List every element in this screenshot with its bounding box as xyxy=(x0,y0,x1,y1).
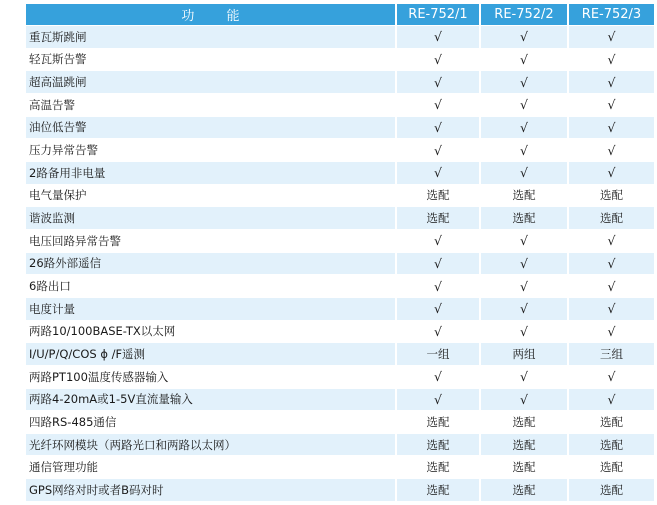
model-3-support-cell: √ xyxy=(569,275,654,298)
table-row xyxy=(26,253,654,276)
model-1-support-cell: √ xyxy=(397,117,481,140)
header-model-1: RE-752/1 xyxy=(397,4,481,26)
table-row xyxy=(26,343,654,366)
model-1-support-cell: 选配 xyxy=(397,411,481,434)
model-3-support-cell: √ xyxy=(569,49,654,72)
model-1-support-cell: 选配 xyxy=(397,185,481,208)
model-3-support-cell: 选配 xyxy=(569,411,654,434)
table-row xyxy=(26,162,654,185)
model-3-support-cell: 选配 xyxy=(569,479,654,502)
model-1-support-cell: √ xyxy=(397,94,481,117)
model-3-support-cell: √ xyxy=(569,253,654,276)
model-2-support-cell: 两组 xyxy=(481,343,569,366)
model-2-support-cell: √ xyxy=(481,230,569,253)
model-3-support-cell: √ xyxy=(569,321,654,344)
table-row xyxy=(26,321,654,344)
model-1-support-cell: √ xyxy=(397,321,481,344)
model-3-support-cell: 选配 xyxy=(569,456,654,479)
header-function: 功 能 xyxy=(26,4,397,26)
model-2-support-cell: √ xyxy=(481,49,569,72)
feature-name-cell: 油位低告警 xyxy=(26,117,397,140)
table-row xyxy=(26,434,654,457)
table-row xyxy=(26,411,654,434)
table-row xyxy=(26,479,654,502)
model-2-support-cell: √ xyxy=(481,94,569,117)
table-row xyxy=(26,230,654,253)
table-row xyxy=(26,185,654,208)
model-2-support-cell: 选配 xyxy=(481,207,569,230)
model-3-support-cell: √ xyxy=(569,162,654,185)
table-header xyxy=(26,4,654,26)
model-3-support-cell: 选配 xyxy=(569,434,654,457)
model-1-support-cell: 选配 xyxy=(397,207,481,230)
feature-name-cell: 光纤环网模块（两路光口和两路以太网） xyxy=(26,434,397,457)
table-row xyxy=(26,139,654,162)
model-3-support-cell: √ xyxy=(569,298,654,321)
table-row xyxy=(26,456,654,479)
model-2-support-cell: 选配 xyxy=(481,185,569,208)
table-body xyxy=(26,26,654,502)
feature-name-cell: 电压回路异常告警 xyxy=(26,230,397,253)
model-2-support-cell: √ xyxy=(481,117,569,140)
feature-name-cell: 电气量保护 xyxy=(26,185,397,208)
table-row xyxy=(26,275,654,298)
model-1-support-cell: 一组 xyxy=(397,343,481,366)
model-2-support-cell: √ xyxy=(481,298,569,321)
model-2-support-cell: √ xyxy=(481,275,569,298)
model-2-support-cell: √ xyxy=(481,321,569,344)
model-1-support-cell: √ xyxy=(397,275,481,298)
feature-name-cell: 两路PT100温度传感器输入 xyxy=(26,366,397,389)
feature-name-cell: 电度计量 xyxy=(26,298,397,321)
model-2-support-cell: 选配 xyxy=(481,479,569,502)
model-3-support-cell: √ xyxy=(569,139,654,162)
model-1-support-cell: √ xyxy=(397,71,481,94)
feature-name-cell: 压力异常告警 xyxy=(26,139,397,162)
table-row xyxy=(26,26,654,49)
model-3-support-cell: √ xyxy=(569,94,654,117)
feature-name-cell: 两路4-20mA或1-5V直流量输入 xyxy=(26,389,397,412)
table-row xyxy=(26,298,654,321)
feature-name-cell: GPS网络对时或者B码对时 xyxy=(26,479,397,502)
model-3-support-cell: 选配 xyxy=(569,185,654,208)
model-1-support-cell: √ xyxy=(397,230,481,253)
model-1-support-cell: √ xyxy=(397,298,481,321)
model-2-support-cell: 选配 xyxy=(481,434,569,457)
model-2-support-cell: √ xyxy=(481,162,569,185)
feature-name-cell: 轻瓦斯告警 xyxy=(26,49,397,72)
model-2-support-cell: 选配 xyxy=(481,411,569,434)
model-1-support-cell: √ xyxy=(397,366,481,389)
header-model-2: RE-752/2 xyxy=(481,4,569,26)
model-1-support-cell: √ xyxy=(397,49,481,72)
table-row xyxy=(26,94,654,117)
model-2-support-cell: √ xyxy=(481,366,569,389)
feature-name-cell: 谐波监测 xyxy=(26,207,397,230)
feature-name-cell: 6路出口 xyxy=(26,275,397,298)
model-2-support-cell: √ xyxy=(481,71,569,94)
model-2-support-cell: √ xyxy=(481,139,569,162)
model-1-support-cell: √ xyxy=(397,26,481,49)
feature-name-cell: 通信管理功能 xyxy=(26,456,397,479)
feature-name-cell: 重瓦斯跳闸 xyxy=(26,26,397,49)
model-1-support-cell: √ xyxy=(397,389,481,412)
feature-name-cell: 四路RS-485通信 xyxy=(26,411,397,434)
header-model-3: RE-752/3 xyxy=(569,4,654,26)
table-row xyxy=(26,389,654,412)
model-3-support-cell: √ xyxy=(569,26,654,49)
model-3-support-cell: 三组 xyxy=(569,343,654,366)
model-3-support-cell: √ xyxy=(569,71,654,94)
table-row xyxy=(26,117,654,140)
feature-name-cell: 26路外部遥信 xyxy=(26,253,397,276)
model-1-support-cell: 选配 xyxy=(397,479,481,502)
model-2-support-cell: √ xyxy=(481,253,569,276)
feature-name-cell: 高温告警 xyxy=(26,94,397,117)
model-2-support-cell: 选配 xyxy=(481,456,569,479)
model-2-support-cell: √ xyxy=(481,389,569,412)
model-1-support-cell: 选配 xyxy=(397,434,481,457)
feature-name-cell: 超高温跳闸 xyxy=(26,71,397,94)
table-row xyxy=(26,207,654,230)
model-1-support-cell: √ xyxy=(397,253,481,276)
feature-table xyxy=(26,4,654,502)
model-3-support-cell: √ xyxy=(569,117,654,140)
table-row xyxy=(26,49,654,72)
model-2-support-cell: √ xyxy=(481,26,569,49)
feature-name-cell: 2路备用非电量 xyxy=(26,162,397,185)
model-3-support-cell: √ xyxy=(569,230,654,253)
table-row xyxy=(26,366,654,389)
header-row xyxy=(26,4,654,26)
model-3-support-cell: √ xyxy=(569,366,654,389)
model-1-support-cell: √ xyxy=(397,162,481,185)
feature-name-cell: I/U/P/Q/COS ϕ /F遥测 xyxy=(26,343,397,366)
model-1-support-cell: 选配 xyxy=(397,456,481,479)
table-row xyxy=(26,71,654,94)
model-1-support-cell: √ xyxy=(397,139,481,162)
model-3-support-cell: 选配 xyxy=(569,207,654,230)
model-3-support-cell: √ xyxy=(569,389,654,412)
feature-name-cell: 两路10/100BASE-TX以太网 xyxy=(26,321,397,344)
